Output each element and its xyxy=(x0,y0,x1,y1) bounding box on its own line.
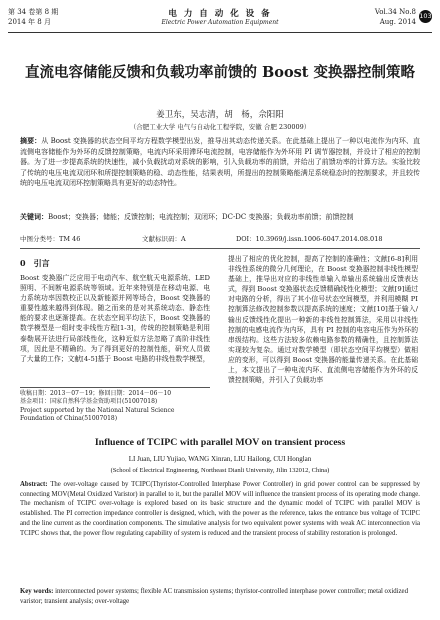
english-abstract-text: The over-voltage caused by TCIPC(Thyristor-Controlled Interphase Power Controller) in grid power control can be suppressed by connecting MOV(Metal Oxidized Varistor) in parallel to it, but the parallel MOV will influence the transient process of its operating mode change. The mechanism of TCIPC over-voltage is explored based on its basic structure and the dynamic model of TCIPC with parallel MOV is established. The PI correction impedance controller is designed, which, with the power as the reference, takes the entrance bus voltage of TCIPC and the line current as the coordination components. The simulative analysis for two equivalent power systems with weak AC interconnection via TCIPC shows that, the power flow regulating capability of system is reduced and the transient process of stability restoration is prolonged. xyxy=(20,481,421,537)
issue-en: Vol.34 No.8 xyxy=(374,8,416,16)
date-en: Aug. 2014 xyxy=(379,18,416,26)
section-heading: 0 引言 xyxy=(20,258,50,268)
paper-title: 直流电容储能反馈和负载功率前馈的 Boost 变换器控制策略 xyxy=(24,64,416,81)
author-list: 姜卫东，吴志清，胡 杨，佘阳阳 xyxy=(156,110,284,120)
funding-cn: 基金项目：国家自然科学基金资助项目(51007018) xyxy=(20,398,158,406)
affiliation: （合肥工业大学 电气与自动化工程学院，安徽 合肥 230009） xyxy=(129,123,311,131)
abstract-label: 摘要： xyxy=(20,136,42,145)
divider xyxy=(20,248,420,249)
body-paragraph: 提出了相应的优化控制，提高了控制的准确性；文献[6-8]利用非线性系统的微分几何理论，在 Boost 变换器控制非线性模型基础上，推导出对应的非线性单输入单输出系统输出反馈表达式，得到 Boost 变换器状态反馈精确线性化模型；文献[9]通过对电路的分析，得出了其小信号状态空间模型，并利用模糊 PI 控制算法修改控制参数以提高系统的速度；文献[10]基于输入/输出反馈线性化提出一种新的非线性控制算法，采用以非线性控制的电感电流作为内环，具有 PI 控制的电容电压作为外环的串级结构。这些方法较多依赖电路参数的精确性，且控制算法实现较为复杂。通过对数学模型（即状态空间平均模型）做相应的变形，可以得到 Boost 变换器的能量传递关系。在此基础上，本文提出了一种电流内环、直流侧电容储能作为外环的反馈控制策略，并引入了负载功率 xyxy=(228,255,418,385)
body-paragraph: Boost 变换器广泛应用于电动汽车、航空航天电源系统、LED 照明、不间断电源系统等领域。近年来特别是在移动电源、电力系统功率因数校正以及新能源并网等场合，Boost 变换器的重要性越来越得到体现。随之而来的是对其系统动态、静态性能的要求也逐渐提高。在状态空间平均法下，Boost 变换器的数学模型是一组时变非线性方程[1-3]，传统的控制策略是利用泰勒展开法进行局部线性化，这种近似方法忽略了高阶非线性项，因此是不精确的。为了得到更好的控制性能，研究人员做了大量的工作；文献[4-5]基于 Boost 电路的非线性数学模型， xyxy=(20,274,210,363)
keywords-cn xyxy=(20,212,420,223)
clc-number: 中图分类号：TM 46 xyxy=(20,235,81,243)
doi[interactable]: DOI：10.3969/j.issn.1006-6047.2014.08.018 xyxy=(236,235,383,243)
received-date: 收稿日期：2013－07－19；修回日期：2014－06－10 xyxy=(20,390,172,397)
english-abstract-label: Abstract: xyxy=(20,481,48,488)
body-column-left xyxy=(20,254,210,364)
english-abstract xyxy=(20,480,420,538)
english-keywords-label: Key words: xyxy=(20,588,54,595)
date-cn: 2014 年 8 月 xyxy=(8,18,51,26)
funding-en: Project supported by the National Natural Science Foundation of China(51007018) xyxy=(20,406,175,423)
english-keywords-text: interconnected power systems; flexible AC transmission systems; thyristor-controlled interphase power controller; metal oxidized varistor; transient analysis; over-voltage xyxy=(20,588,408,605)
abstract-text: 从 Boost 变换器的状态空间平均方程数学模型出发，推导出其动态传递关系。在此基础上提出了一种以电流作为内环、直流侧电容储能作为外环的反馈控制策略，电流内环采用滞环电流控制，电容储能作为外环用 PI 调节器控制，并设计了相应的控制器。为了进一步提高系统的快速性，减小负载扰动对系统的影响，引入负载功率的前馈，并给出了前馈功率的计算方法。实验比较了传统的电压电流双闭环和所提控制策略的稳、动态性能，结果表明，所提出的控制策略能满足系统稳态时的控制要求，并且较传统的电压电流双闭环控制策略具有更好的动态特性。 xyxy=(20,137,421,187)
keywords-text: Boost；变换器；储能；反馈控制；电流控制；双闭环；DC-DC 变换器；负载功率前馈；前馈控制 xyxy=(48,213,354,221)
body-column-right xyxy=(228,254,418,385)
english-title: Influence of TCIPC with parallel MOV on transient process xyxy=(94,437,346,448)
document-code: 文献标识码：A xyxy=(142,235,186,243)
issue-cn: 第 34 卷第 8 期 xyxy=(8,8,59,16)
footnote-funding xyxy=(20,387,210,424)
abstract-cn xyxy=(20,136,420,189)
journal-name-en: Electric Power Automation Equipment xyxy=(161,19,279,26)
keywords-label: 关键词： xyxy=(20,212,48,221)
journal-name-cn: 电 力 自 动 化 设 备 xyxy=(168,9,272,19)
header-right xyxy=(375,7,416,27)
english-affiliation: (School of Electrical Engineering, Northeast Dianli University, Jilin 132012, China) xyxy=(110,467,330,474)
running-header xyxy=(8,6,432,33)
english-keywords xyxy=(20,587,420,606)
english-authors: LI Juan, LIU Yujiao, WANG Xinran, LIU Hailong, CUI Honglan xyxy=(128,455,312,463)
page-number-badge: 103 xyxy=(419,10,432,23)
classification-line xyxy=(20,234,420,245)
